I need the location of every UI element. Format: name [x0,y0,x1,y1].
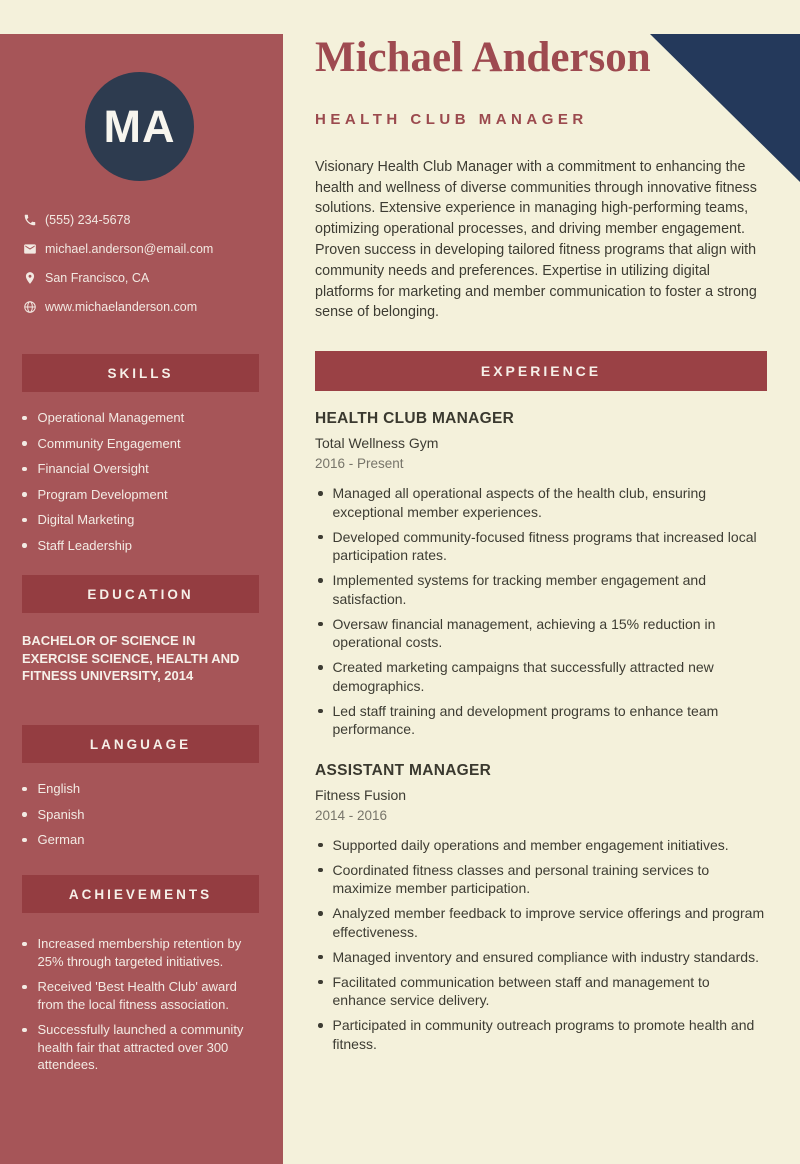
list-item [22,978,265,1013]
globe-icon [22,299,38,315]
job-bullet-item [318,571,767,608]
job-bullet-item [318,973,767,1010]
job-bullet-text: Supported daily operations and member engagement initiatives. [332,836,729,853]
bullet-dot-icon [22,812,27,817]
job-entry-title: HEALTH CLUB MANAGER [315,410,515,428]
experience-entries [315,410,767,1053]
list-item-text: Program Development [37,486,168,502]
list-item [22,831,265,849]
bullet-dot-icon [22,467,27,472]
bullet-dot-icon [318,911,323,916]
list-item-text: Operational Management [37,410,185,425]
bullet-dot-icon [22,838,27,843]
list-item-text: Increased membership retention by 25% through targeted initiatives. [37,936,242,969]
bullet-dot-icon [22,985,27,990]
list-item-text: Received 'Best Health Club' award from the local fitness association. [37,979,237,1012]
bullet-dot-icon [318,955,323,960]
experience-header-label: EXPERIENCE [480,363,602,380]
contact-text: www.michaelanderson.com [45,300,198,314]
job-bullet-item [318,836,767,855]
job-bullet-text: Developed community-focused fitness programs that increased local participation rates. [332,528,757,564]
list-item [22,1021,265,1074]
list-item-text: Successfully launched a community health fair that attracted over 300 attendees. [37,1022,244,1072]
job-entry-company: Total Wellness Gym [315,435,439,452]
bullet-dot-icon [318,980,323,985]
contact-text: San Francisco, CA [45,271,150,285]
skills-header-label: SKILLS [107,365,174,381]
job-bullet-text: Created marketing campaigns that successfully attracted new demographics. [332,659,714,694]
profile-summary: Visionary Health Club Manager with a commitment to enhancing the health and wellness of diverse communities through innovative fitness solutions. Extensive experience in managing high-performing teams, optimizing operational processes, and driving member engagement. Proven success in developing tailored fitness programs that align with community needs and preferences. Expertise in utilizing digital platforms for marketing and member communication to foster a strong sense of belonging. [315,158,757,321]
list-item [22,409,265,427]
job-bullet-text: Coordinated fitness classes and personal training services to maximize member participation. [332,861,710,897]
list-item [22,780,265,798]
job-bullet-item [318,904,767,941]
contact-row [22,210,267,230]
job-bullet-item [318,948,767,967]
phone-icon [22,212,38,228]
language-section [0,725,283,857]
bullet-dot-icon [22,1028,27,1033]
bullet-dot-icon [22,441,27,446]
list-item [22,435,265,453]
bullet-dot-icon [318,868,323,873]
job-bullet-text: Oversaw financial management, achieving a 15% reduction in operational costs. [332,615,716,651]
bullet-dot-icon [22,543,27,548]
job-bullet-item [318,658,767,695]
job-bullet-text: Implemented systems for tracking member engagement and satisfaction. [332,572,707,607]
achievements-header [22,875,259,913]
job-bullet-list [315,836,767,1054]
person-job-title: HEALTH CLUB MANAGER [315,110,588,128]
job-bullet-item [318,702,767,739]
location-icon [22,270,38,286]
job-bullet-item [318,861,767,898]
list-item [22,935,265,970]
avatar-initials: MA [103,100,176,152]
list-item-text: German [37,832,85,847]
bullet-dot-icon [318,843,323,848]
experience-header [315,351,767,391]
bullet-dot-icon [318,665,323,670]
contact-row [22,239,267,259]
education-header [22,575,259,613]
language-list [0,780,283,849]
skills-section [0,354,283,562]
contact-row [22,268,267,288]
education-degree-text: BACHELOR OF SCIENCE IN EXERCISE SCIENCE, HEALTH AND FITNESS UNIVERSITY, 2014 [22,633,240,683]
list-item [22,486,265,504]
bullet-dot-icon [318,1023,323,1028]
job-bullet-item [318,615,767,652]
bullet-dot-icon [22,416,27,421]
job-bullet-text: Managed all operational aspects of the health club, ensuring exceptional member experiences. [332,485,707,520]
list-item-text: Financial Oversight [37,461,149,476]
list-item-text: English [37,781,81,796]
contact-text: michael.anderson@email.com [45,242,214,256]
skills-list [0,409,283,554]
achievements-header-label: ACHIEVEMENTS [68,886,213,902]
education-section [0,575,283,685]
sidebar [0,34,283,1164]
list-item [22,460,265,478]
resume-page [0,34,800,1164]
skills-header [22,354,259,392]
main-column [283,34,800,1053]
list-item-text: Spanish [37,806,85,822]
avatar [85,72,194,181]
list-item [22,806,265,824]
job-entry-title: ASSISTANT MANAGER [315,761,492,779]
job-bullet-item [318,528,767,565]
job-bullet-text: Facilitated communication between staff and management to enhance service delivery. [332,973,710,1009]
list-item-text: Community Engagement [37,435,181,451]
person-name: Michael Anderson [315,34,651,81]
list-item-text: Digital Marketing [37,512,135,527]
bullet-dot-icon [318,535,323,540]
bullet-dot-icon [22,492,27,497]
job-entry-dates: 2014 - 2016 [315,807,388,823]
job-bullet-text: Managed inventory and ensured compliance with industry standards. [332,948,759,965]
contact-block [22,210,267,326]
achievements-section [0,875,283,1082]
job-bullet-list [315,484,767,739]
job-bullet-item [318,1016,767,1053]
language-header [22,725,259,763]
list-item [22,511,265,529]
email-icon [22,241,38,257]
list-item-text: Staff Leadership [37,537,132,553]
job-entry-company: Fitness Fusion [315,786,407,803]
language-header-label: LANGUAGE [89,736,192,752]
job-bullet-text: Led staff training and development programs to enhance team performance. [332,702,719,738]
bullet-dot-icon [318,709,323,714]
contact-row [22,297,267,317]
bullet-dot-icon [22,518,27,523]
job-bullet-item [318,484,767,521]
education-header-label: EDUCATION [87,586,194,602]
job-bullet-text: Analyzed member feedback to improve service offerings and program effectiveness. [332,905,765,940]
achievements-list [0,935,283,1074]
bullet-dot-icon [22,942,27,947]
job-entry [315,762,767,1054]
bullet-dot-icon [318,622,323,627]
bullet-dot-icon [318,491,323,496]
bullet-dot-icon [22,787,27,792]
bullet-dot-icon [318,578,323,583]
job-entry-dates: 2016 - Present [315,456,404,472]
job-bullet-text: Participated in community outreach programs to promote health and fitness. [332,1017,755,1052]
contact-text: (555) 234-5678 [45,213,131,227]
job-entry [315,410,767,739]
list-item [22,537,265,555]
